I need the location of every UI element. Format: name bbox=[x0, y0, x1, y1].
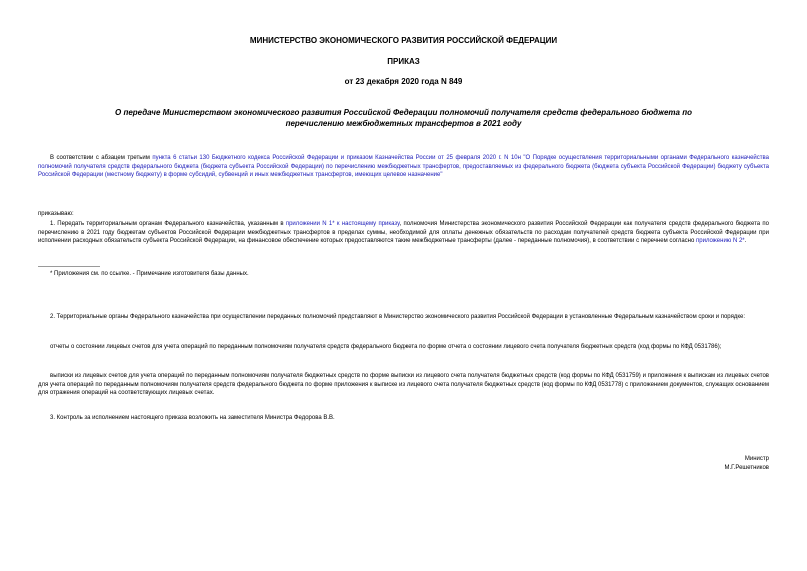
item-2-paragraph: 2. Территориальные органы Федерального казначейства при осуществлении переданных полномочий представляют в Министерство экономического развития Российской Федерации в установленные Федеральным казначейством сроки и порядке: bbox=[50, 314, 746, 320]
ministry-heading: МИНИСТЕРСТВО ЭКОНОМИЧЕСКОГО РАЗВИТИЯ РОССИЙСКОЙ ФЕДЕРАЦИИ bbox=[249, 36, 558, 45]
item-1-text-c: . bbox=[744, 238, 747, 245]
item-2b-paragraph: выписки из лицевых счетов для учета операций по переданным полномочиям получателя бюджетных средств по форме выписки из лицевого счета получателя бюджетных средств (код формы по КФД 0531759) и приложения к выпискам из лицевых счетов для учета операций по переданным полномочиям получателя средств федерального бюджета по форме приложения к выписке из лицевого счета получателя бюджетных средств (код формы по КФД 0531778) с приложением документов, служащих основанием для отражения операций на соответствующих лицевых счетах. bbox=[38, 373, 769, 397]
signatory-name: М.Г.Решетников bbox=[724, 465, 769, 471]
appendix-1-link[interactable]: приложении N 1* к настоящему приказу bbox=[285, 221, 400, 227]
preamble-paragraph bbox=[38, 154, 769, 180]
doc-type-heading: ПРИКАЗ bbox=[387, 57, 420, 66]
item-2a-paragraph: отчеты о состоянии лицевых счетов для учета операций по переданным полномочиям получателя средств федерального бюджета по форме отчета о состоянии лицевого счета получателя бюджетных средств (код формы по КФД 0531786); bbox=[50, 344, 722, 350]
item-1-paragraph bbox=[38, 220, 769, 246]
item-1-text-a: 1. Передать территориальным органам Федерального казначейства, указанным в bbox=[50, 221, 286, 227]
date-number-heading: от 23 декабря 2020 года N 849 bbox=[344, 77, 463, 86]
tax-code-link[interactable]: пункта 6 статьи 130 Бюджетного кодекса Российской Федерации и приказом Казначейства России от 25 февраля 2020 г. N 10н "О Порядке осуществления территориальными органами Федерального казначейства полномочий получателя средств федерального бюджета (бюджета субъекта Российской Федерации) по перечислению межбюджетных трансфертов, предоставляемых из федерального бюджета (бюджета субъекта Российской Федерации) бюджету субъекта Российской Федерации (местному бюджету) в форме субсидий, субвенций и иных межбюджетных трансфертов, имеющих целевое назначение" bbox=[38, 155, 769, 179]
item-1-text-b: , полномочия Министерства экономического развития Российской Федерации как получателя средств федерального бюджета по перечислению в 2021 году бюджетам субъектов Российской Федерации межбюджетных трансфертов в пределах суммы, необходимой для оплаты денежных обязательств по расходам получателей средств бюджета субъекта Российской Федерации при исполнении расходных обязательств субъекта Российской Федерации, на финансовое обеспечение которых предоставляются такие межбюджетные трансферты (далее - переданные полномочия), в соответствии с перечнем согласно bbox=[38, 221, 769, 245]
signatory-position: Министр bbox=[744, 456, 769, 462]
appendix-2-link[interactable]: приложению N 2* bbox=[696, 238, 745, 245]
order-word: приказываю: bbox=[38, 211, 74, 217]
item-3-paragraph: 3. Контроль за исполнением настоящего приказа возложить на заместителя Министра Федорова В.В. bbox=[50, 415, 335, 421]
document-title: О передаче Министерством экономического развития Российской Федерации полномочий получателя средств федерального бюджета по перечислению межбюджетных трансфертов в 2021 году bbox=[115, 108, 692, 128]
preamble-text: В соответствии с абзацем третьим bbox=[50, 155, 153, 161]
footnote: * Приложения см. по ссылке. - Примечание изготовителя базы данных. bbox=[50, 271, 249, 277]
footnote-separator bbox=[38, 266, 100, 267]
